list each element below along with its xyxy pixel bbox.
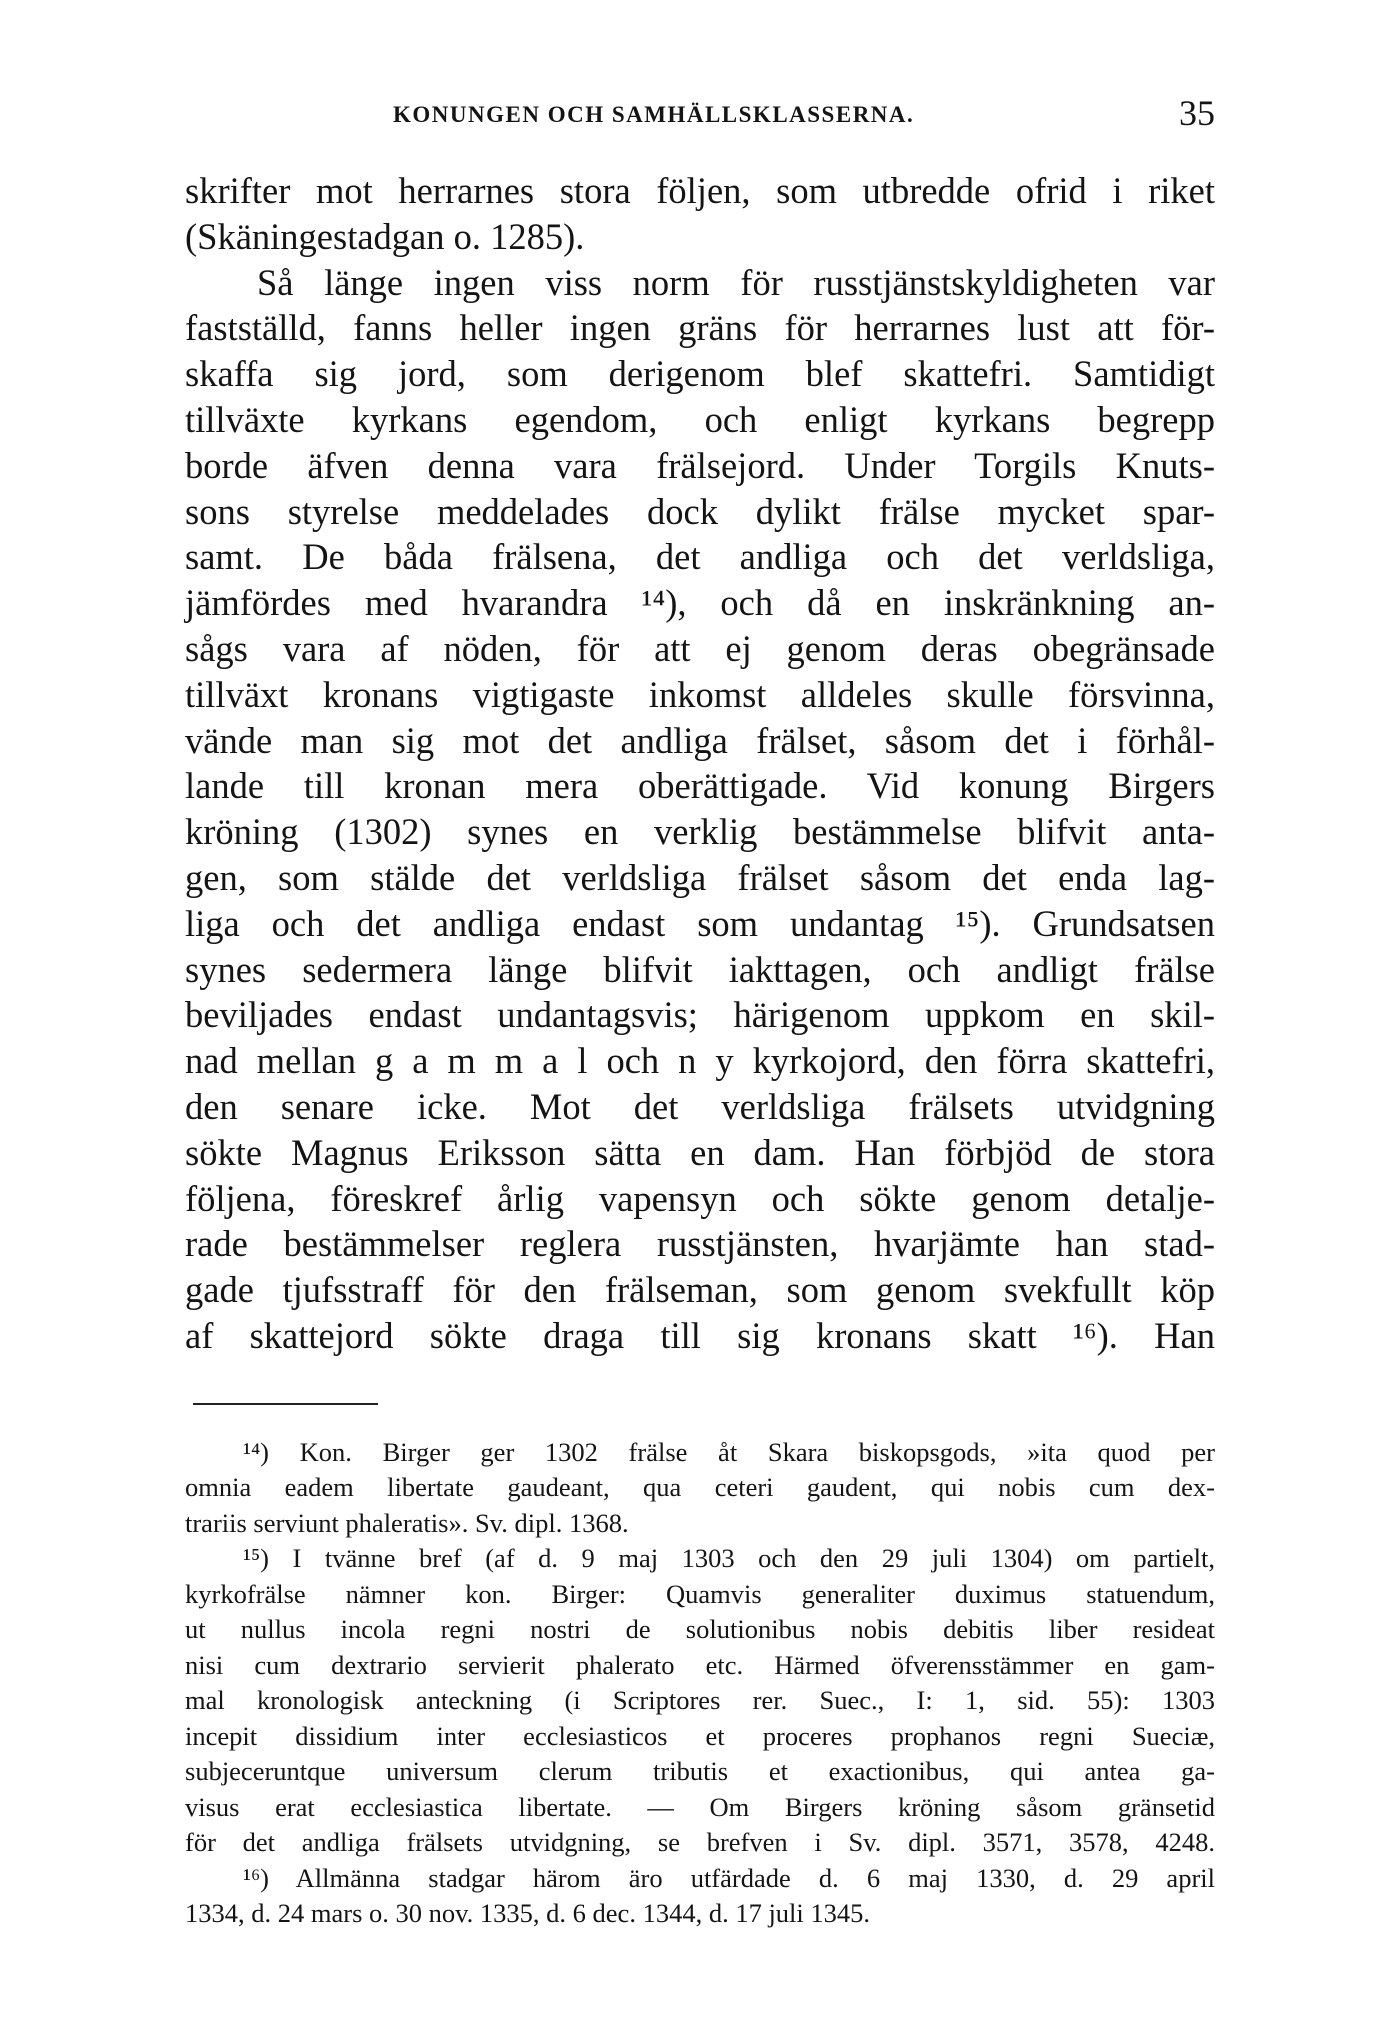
- footnote-line: visus erat ecclesiastica libertate. — Om Birgers kröning såsom gränsetid: [185, 1791, 1215, 1822]
- text-line: tillväxte kyrkans egendom, och enligt kyrkans begrepp: [185, 398, 1215, 440]
- text-line: af skattejord sökte draga till sig kronans skatt ¹⁶). Han: [185, 1314, 1215, 1356]
- text-line: kröning (1302) synes en verklig bestämmelse blifvit anta-: [185, 811, 1215, 853]
- footnote-line: kyrkofrälse nämner kon. Birger: Quamvis generaliter duximus statuendum,: [185, 1578, 1215, 1609]
- text-line: den senare icke. Mot det verldsliga frälsets utvidgning: [185, 1085, 1215, 1127]
- text-line: gade tjufsstraff för den frälseman, som genom svekfullt köp: [185, 1269, 1215, 1311]
- text-line: vände man sig mot det andliga frälset, såsom det i förhål-: [185, 719, 1215, 761]
- text-line: sökte Magnus Eriksson sätta en dam. Han förbjöd de stora: [185, 1131, 1215, 1173]
- text-line: rade bestämmelser reglera russtjänsten, hvarjämte han stad-: [185, 1223, 1215, 1265]
- footnote-line: 1334, d. 24 mars o. 30 nov. 1335, d. 6 dec. 1344, d. 17 juli 1345.: [185, 1898, 871, 1929]
- footnote-line: trariis serviunt phaleratis». Sv. dipl. 1368.: [185, 1507, 629, 1538]
- footnotes: [185, 1435, 1215, 1932]
- text-line: sågs vara af nöden, för att ej genom deras obegränsade: [185, 627, 1215, 669]
- running-head: KONUNGEN OCH SAMHÄLLSKLASSERNA.: [393, 102, 915, 127]
- text-line: synes sedermera länge blifvit iakttagen, och andligt frälse: [185, 948, 1215, 990]
- text-line: sons styrelse meddelades dock dylikt frälse mycket spar-: [185, 490, 1215, 532]
- footnote-line: mal kronologisk anteckning (i Scriptores rer. Suec., I: 1, sid. 55): 1303: [185, 1685, 1215, 1716]
- footnote-line: nisi cum dextrario servierit phalerato etc. Härmed öfverensstämmer en gam-: [185, 1649, 1215, 1680]
- text-line: Så länge ingen viss norm för russtjänstskyldigheten var: [257, 261, 1215, 303]
- text-line: liga och det andliga endast som undantag ¹⁵). Grundsatsen: [185, 902, 1215, 944]
- footnote-line: ¹⁶) Allmänna stadgar härom äro utfärdade d. 6 maj 1330, d. 29 april: [243, 1862, 1215, 1893]
- text-line: skrifter mot herrarnes stora följen, som utbredde ofrid i riket: [185, 170, 1215, 211]
- text-line: borde äfven denna vara frälsejord. Under Torgils Knuts-: [185, 444, 1215, 486]
- footnote-line: subjeceruntque universum clerum tributis et exactionibus, qui antea ga-: [185, 1756, 1215, 1787]
- text-line: gen, som stälde det verldsliga frälset såsom det enda lag-: [185, 856, 1215, 898]
- text-line: följena, föreskref årlig vapensyn och sökte genom detalje-: [185, 1177, 1215, 1219]
- page-number: 35: [1179, 93, 1215, 133]
- text-line: nad mellan g a m m a l och n y kyrkojord, den förra skattefri,: [185, 1040, 1215, 1082]
- text-line: tillväxt kronans vigtigaste inkomst alldeles skulle försvinna,: [185, 673, 1215, 715]
- footnote-line: ¹⁴) Kon. Birger ger 1302 frälse åt Skara biskopsgods, »ita quod per: [243, 1436, 1215, 1467]
- text-line: fastställd, fanns heller ingen gräns för herrarnes lust att för-: [185, 307, 1215, 349]
- footnote-line: för det andliga frälsets utvidgning, se brefven i Sv. dipl. 3571, 3578, 4248.: [185, 1827, 1215, 1858]
- text-line: lande till kronan mera oberättigade. Vid konung Birgers: [185, 765, 1215, 807]
- text-line: beviljades endast undantagsvis; härigenom uppkom en skil-: [185, 994, 1215, 1036]
- text-line: skaffa sig jord, som derigenom blef skattefri. Samtidigt: [185, 353, 1215, 395]
- footnote-line: ¹⁵) I tvänne bref (af d. 9 maj 1303 och den 29 juli 1304) om partielt,: [243, 1543, 1215, 1574]
- text-line: (Skäningestadgan o. 1285).: [185, 215, 585, 257]
- body-text: [185, 168, 1215, 1359]
- footnote-line: omnia eadem libertate gaudeant, qua ceteri gaudent, qui nobis cum dex-: [185, 1472, 1215, 1503]
- footnote-line: ut nullus incola regni nostri de solutionibus nobis debitis liber resideat: [185, 1614, 1215, 1645]
- text-line: jämfördes med hvarandra ¹⁴), och då en inskränkning an-: [185, 582, 1215, 624]
- page-content: [185, 92, 1215, 1932]
- footnote-divider: [193, 1403, 378, 1405]
- page-header: [185, 92, 1215, 140]
- text-line: samt. De båda frälsena, det andliga och det verldsliga,: [185, 536, 1215, 578]
- footnote-line: incepit dissidium inter ecclesiasticos et proceres prophanos regni Sueciæ,: [185, 1720, 1215, 1751]
